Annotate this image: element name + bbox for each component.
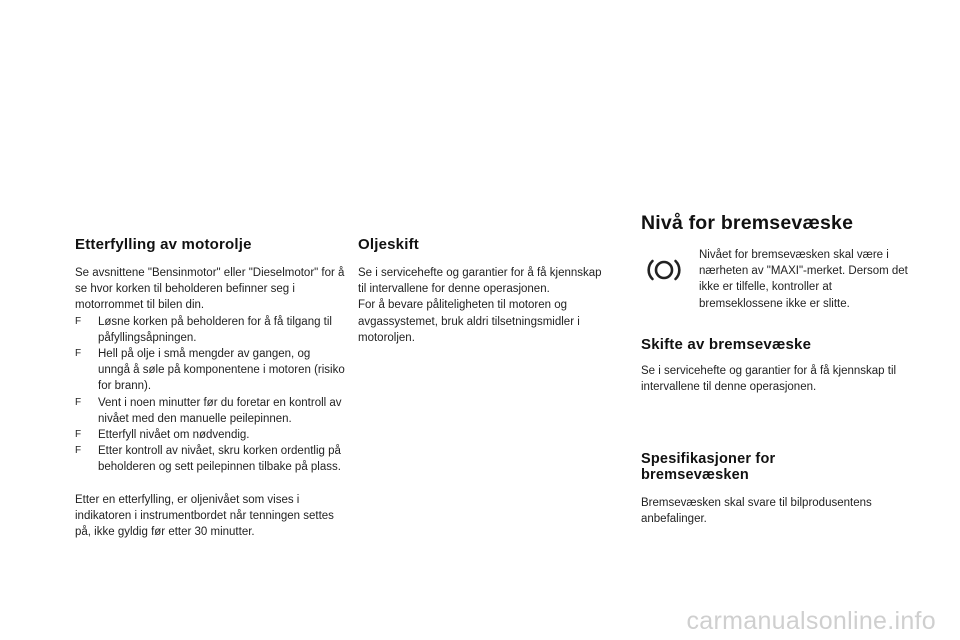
- bullet-icon: F: [75, 348, 82, 360]
- bullet-icon: F: [75, 429, 82, 441]
- list-item: F Hell på olje i små mengder av gangen, og unngå å søle på komponentene i motoren (risiko for brann).: [75, 348, 345, 393]
- list-item: F Vent i noen minutter før du foretar en kontroll av nivået med den manuelle peilepinnen.: [75, 396, 342, 425]
- brake-change-heading: Skifte av bremsevæske: [641, 335, 812, 353]
- brake-spec-heading: Spesifikasjoner for bremsevæsken: [641, 451, 776, 484]
- brake-warning-icon: [643, 257, 685, 283]
- oil-change-heading: Oljeskift: [358, 236, 419, 253]
- brake-level-row: [641, 247, 916, 312]
- list-item: F Etter kontroll av nivået, skru korken ordentlig på beholderen og sett peilepinnen tilbake på plass.: [75, 445, 341, 474]
- brake-fluid-heading: Nivå for bremsevæske: [641, 212, 854, 234]
- oil-change-additives-text: For å bevare påliteligheten til motoren og avgassystemet, bruk aldri tilsetningsmidler i motoroljen.: [358, 299, 580, 344]
- oil-change-text: Se i servicehefte og garantier for å få kjennskap til intervallene for denne operasjonen.: [358, 267, 602, 296]
- brake-spec-text: Bremsevæsken skal svare til bilprodusentens anbefalinger.: [641, 497, 872, 526]
- motor-oil-section: [75, 236, 345, 540]
- motor-oil-steps: [75, 314, 345, 476]
- motor-oil-note: Etter en etterfylling, er oljenivået som vises i indikatoren i instrumentbordet når tenningen settes på, ikke gyldig før etter 30 minutter.: [75, 493, 334, 539]
- oil-change-section: [358, 236, 608, 346]
- brake-change-text: Se i servicehefte og garantier for å få kjennskap til intervallene til denne operasjonen.: [641, 364, 897, 394]
- bullet-icon: F: [75, 315, 82, 327]
- brake-fluid-section: [641, 212, 916, 528]
- watermark: carmanualsonline.info: [686, 607, 936, 635]
- bullet-icon: F: [75, 396, 82, 408]
- list-item: F Løsne korken på beholderen for å få tilgang til påfyllingsåpningen.: [75, 315, 332, 344]
- motor-oil-intro: Se avsnittene "Bensinmotor" eller "Dieselmotor" for å se hvor korken til beholderen befinner seg i motorrommet til bilen din.: [75, 267, 345, 312]
- motor-oil-heading: Etterfylling av motorolje: [75, 236, 252, 253]
- list-item: F Etterfyll nivået om nødvendig.: [75, 427, 345, 443]
- brake-level-text: Nivået for bremsevæsken skal være i nærheten av "MAXI"-merket. Dersom det ikke er tilfelle, kontroller at bremseklossene ikke er slitte.: [699, 249, 908, 310]
- bullet-icon: F: [75, 445, 82, 457]
